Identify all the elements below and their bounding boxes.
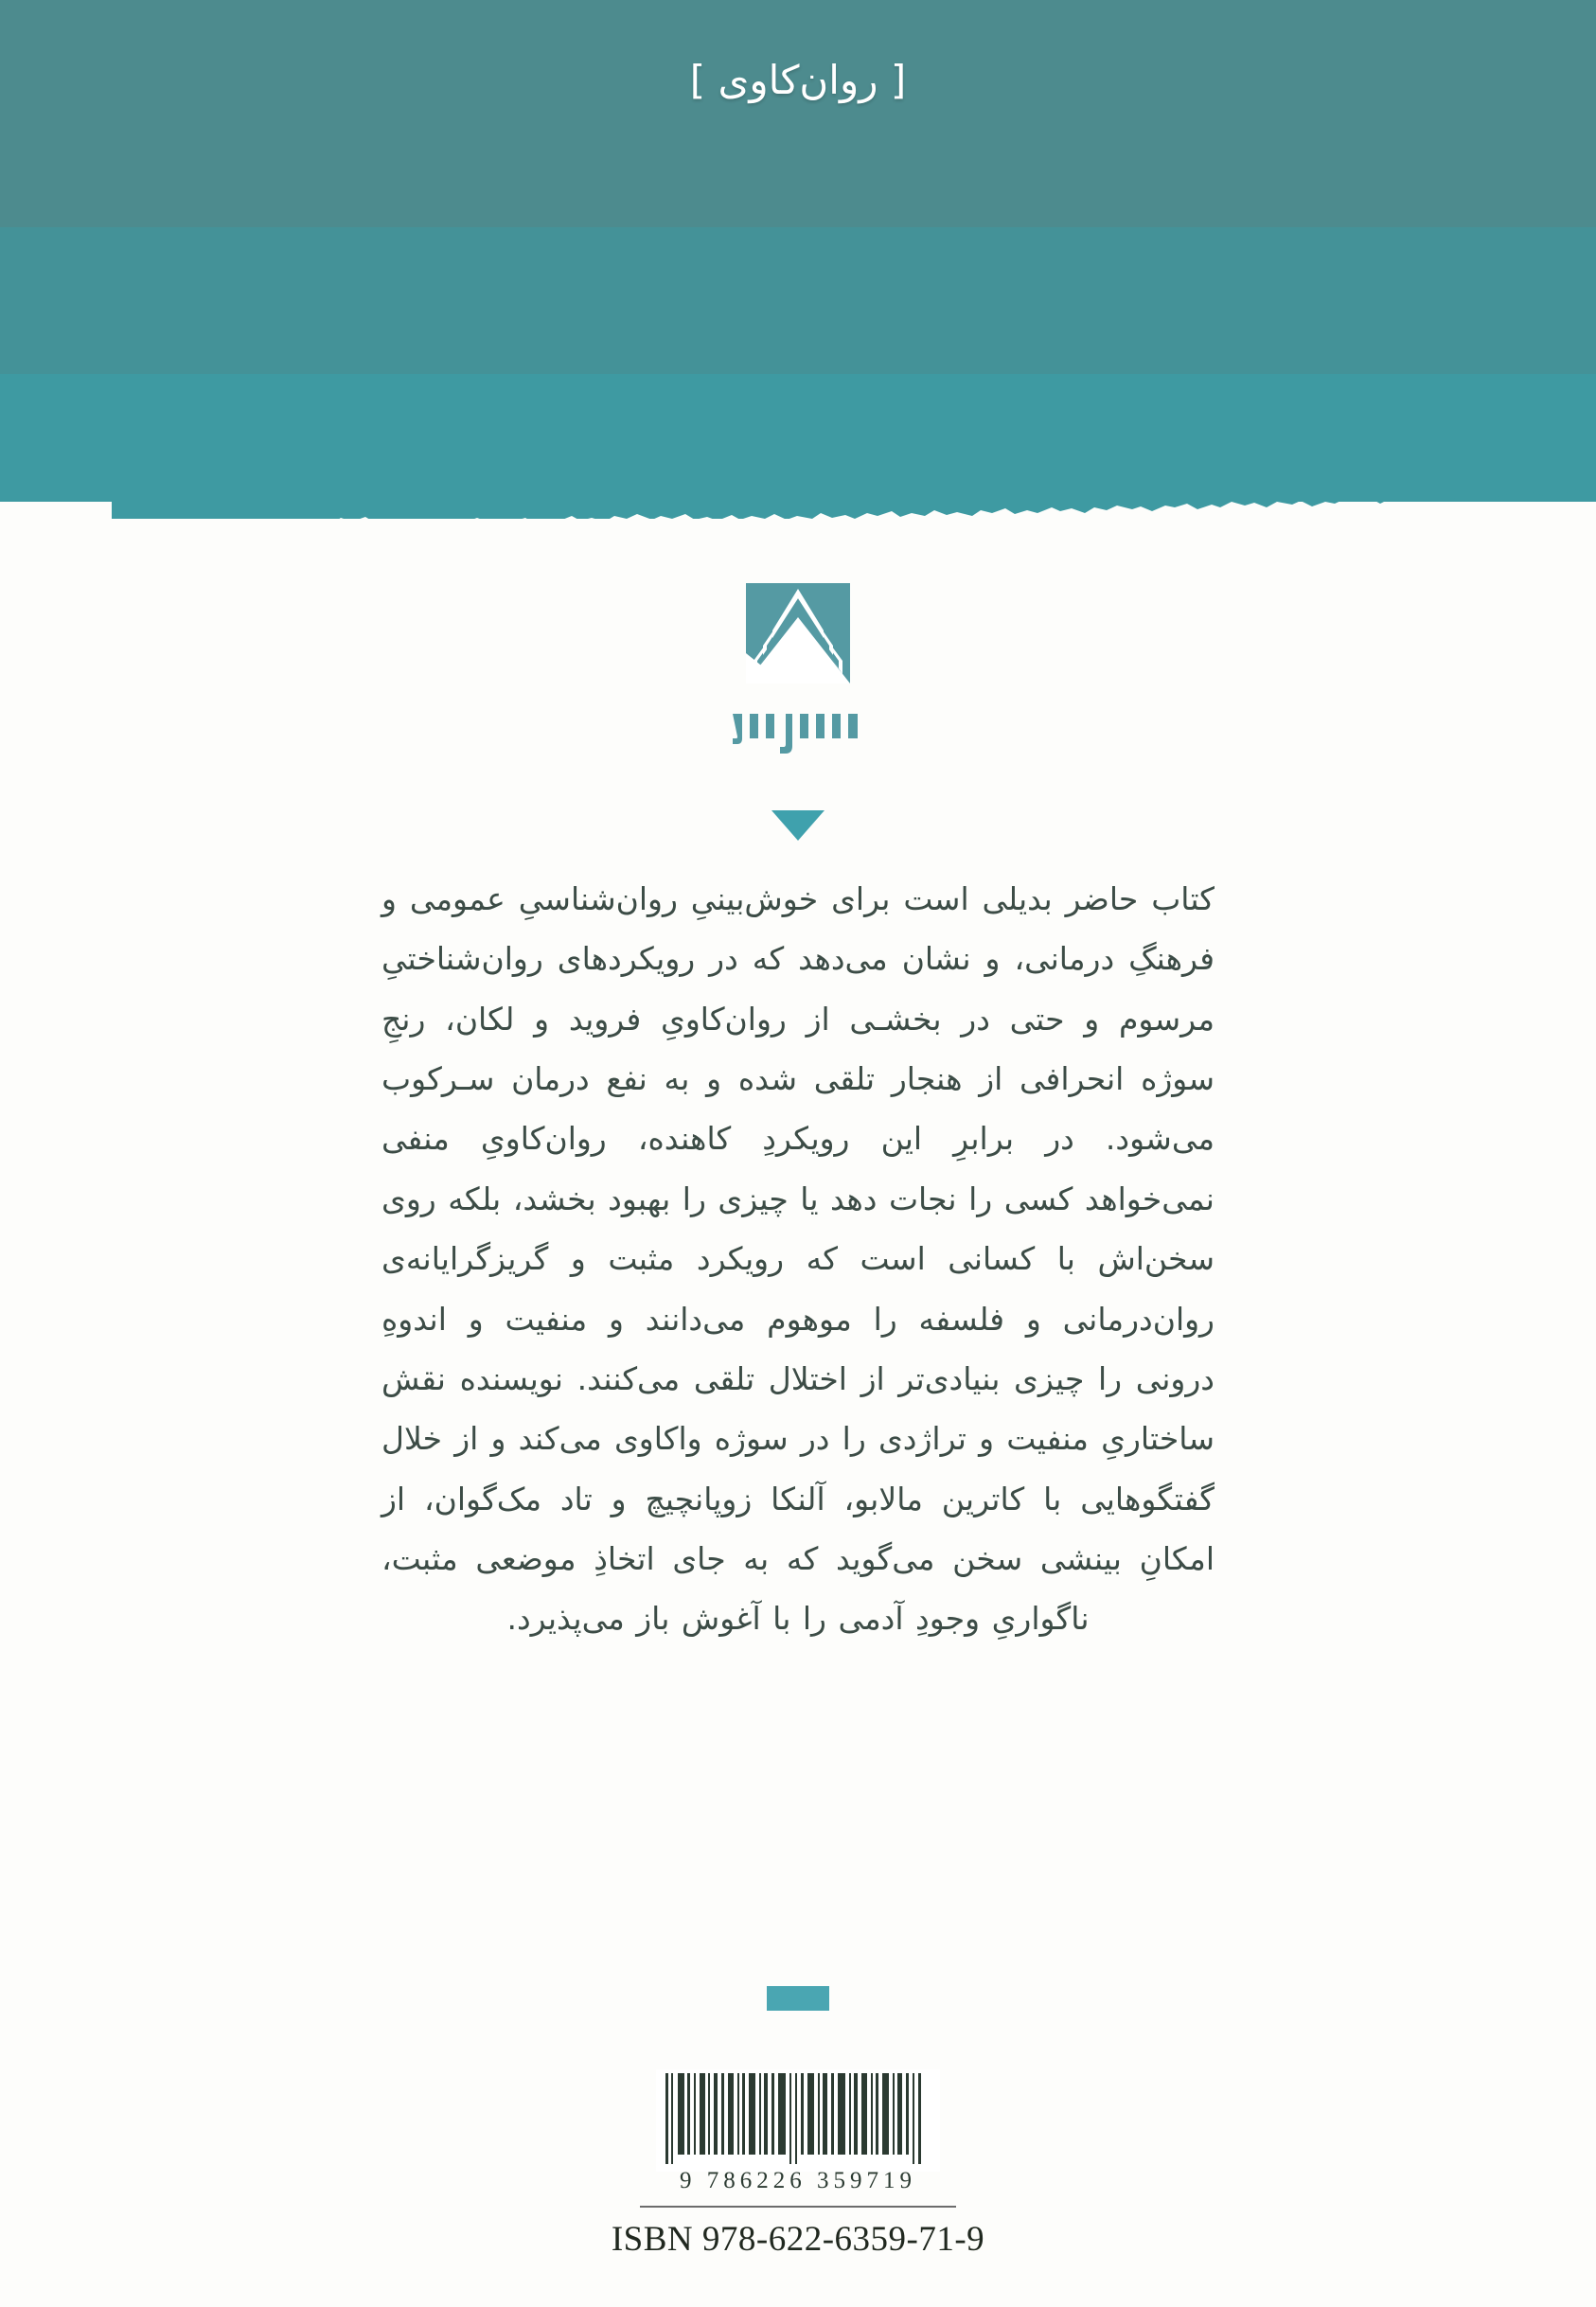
rectangle-ornament — [767, 1986, 829, 2011]
barcode-digits: 9 786226 359719 — [680, 2168, 916, 2193]
publisher-logo — [0, 579, 1596, 754]
blurb-text: کتاب حاضر بدیلی است برای خوش‌بینیِ روان‌شناسیِ عمومی و فرهنگِ درمانی، و نشان می‌دهد که در رویکردهای روان‌شناختیِ مرسوم و حتی در بخشـی از روان‌کاویِ فروید و لکان، رنجِ سوژه انحرافی از هنجار تلقی شده و به نفع درمان سـرکوب می‌شود. در برابرِ این رویکردِ کاهنده، روان‌کاویِ منفی نمی‌خواهد کسی را نجات دهد یا چیزی را بهبود بخشد، بلکه روی سخن‌اش با کسانی است که رویکرد مثبت و گریزگرایانه‌ی روان‌درمانی و فلسفه را موهوم می‌دانند و منفیت و اندوهِ درونی را چیزی بنیادی‌تر از اختلال تلقی می‌کنند. نویسنده نقش ساختاریِ منفیت و تراژدی را در سوژه واکاوی می‌کند و از خلال گفتگوهایی با کاترین مالابو، آلنکا زوپانچیچ و تاد مک‌گوان، از امکانِ بینشی سخن می‌گوید که به جای اتخاذِ موضعی مثبت، ناگواریِ وجودِ آدمی را با آغوش باز می‌پذیرد. — [381, 880, 1215, 1638]
torn-edge-graphic — [0, 475, 1596, 519]
publisher-wordmark — [727, 704, 869, 754]
ean13-barcode — [656, 2069, 940, 2172]
barcode-block — [611, 2069, 985, 2260]
category-label: [ روان‌کاوی ] — [689, 57, 907, 103]
banner-band-top — [0, 0, 1596, 227]
isbn-number: ISBN 978-622-6359-71-9 — [611, 2220, 985, 2259]
banner-band-middle — [0, 227, 1596, 374]
triangle-ornament — [771, 810, 825, 841]
isbn-divider — [640, 2206, 956, 2208]
mountain-book-logo-icon — [738, 579, 858, 699]
top-banner — [0, 0, 1596, 519]
